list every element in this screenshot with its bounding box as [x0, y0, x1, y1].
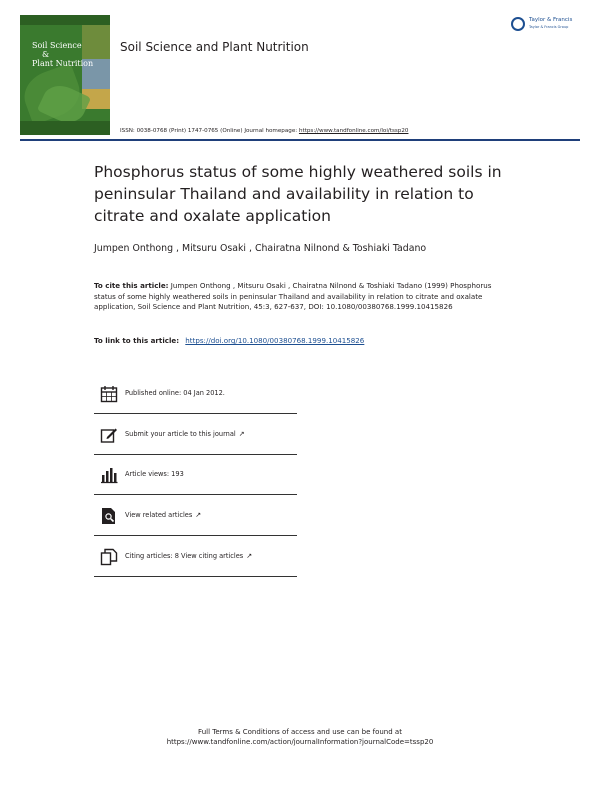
external-link-icon: ↗ — [238, 430, 245, 438]
citation-label: To cite this article: — [94, 281, 169, 290]
journal-homepage-link[interactable]: https://www.tandfonline.com/loi/tssp20 — [298, 128, 409, 134]
citation-text: Jumpen Onthong , Mitsuru Osaki , Chairatna Nilnond & Toshiaki Tadano (1999) Phosphorus status of some highly weathered soils in peninsular Thailand and availability in relation to citrate and oxalate application, Soil Science and Plant Nutrition, 45:3, 627-637, DOI: 10.1080/00380768.1999.10415826 — [94, 281, 492, 312]
article-views-text: Article views: 193 — [125, 470, 184, 478]
header-divider — [20, 139, 580, 141]
citing-documents-icon — [100, 548, 118, 566]
journal-name[interactable]: Soil Science and Plant Nutrition — [120, 40, 309, 54]
calendar-icon — [100, 385, 118, 403]
author-list: Jumpen Onthong , Mitsuru Osaki , Chairatna Nilnond & Toshiaki Tadano — [94, 243, 427, 254]
issn-line: ISSN: 0038-0768 (Print) 1747-0765 (Online) Journal homepage: https://www.tandfonline.com/loi/tssp20 — [120, 128, 409, 134]
related-articles-row[interactable] — [94, 496, 297, 536]
citing-articles-row[interactable] — [94, 537, 297, 577]
doi-link[interactable]: https://doi.org/10.1080/00380768.1999.10415826 — [185, 336, 365, 345]
article-views-row — [94, 455, 297, 495]
citing-articles-link[interactable]: Citing articles: 8 View citing articles ↗ — [125, 552, 253, 560]
footer-terms-link[interactable]: https://www.tandfonline.com/action/journalInformation?journalCode=tssp20 — [166, 738, 434, 746]
cover-title: Soil Science & Plant Nutrition — [32, 41, 94, 68]
submit-article-row[interactable] — [94, 415, 297, 455]
article-link-line — [94, 336, 364, 345]
footer-terms-line: Full Terms & Conditions of access and use can be found at — [198, 728, 402, 736]
related-articles-link[interactable]: View related articles ↗ — [125, 511, 202, 519]
citation-block — [94, 281, 514, 313]
footer-terms — [0, 727, 600, 747]
external-link-icon: ↗ — [195, 511, 202, 519]
bar-chart-icon — [100, 466, 118, 484]
document-search-icon — [100, 507, 118, 525]
external-link-icon: ↗ — [246, 552, 253, 560]
publisher-logo: Taylor & Francis Taylor & Francis Group — [511, 15, 586, 37]
article-title: Phosphorus status of some highly weathered soils in peninsular Thailand and availability in relation to citrate and oxalate application — [94, 163, 502, 225]
publisher-logo-icon — [511, 17, 525, 31]
submit-article-link[interactable]: Submit your article to this journal ↗ — [125, 430, 245, 438]
published-online-text: Published online: 04 Jan 2012. — [125, 389, 225, 397]
journal-cover-image — [20, 15, 110, 135]
edit-icon — [100, 426, 118, 444]
article-link-label: To link to this article: — [94, 336, 180, 345]
published-online-row — [94, 374, 297, 414]
